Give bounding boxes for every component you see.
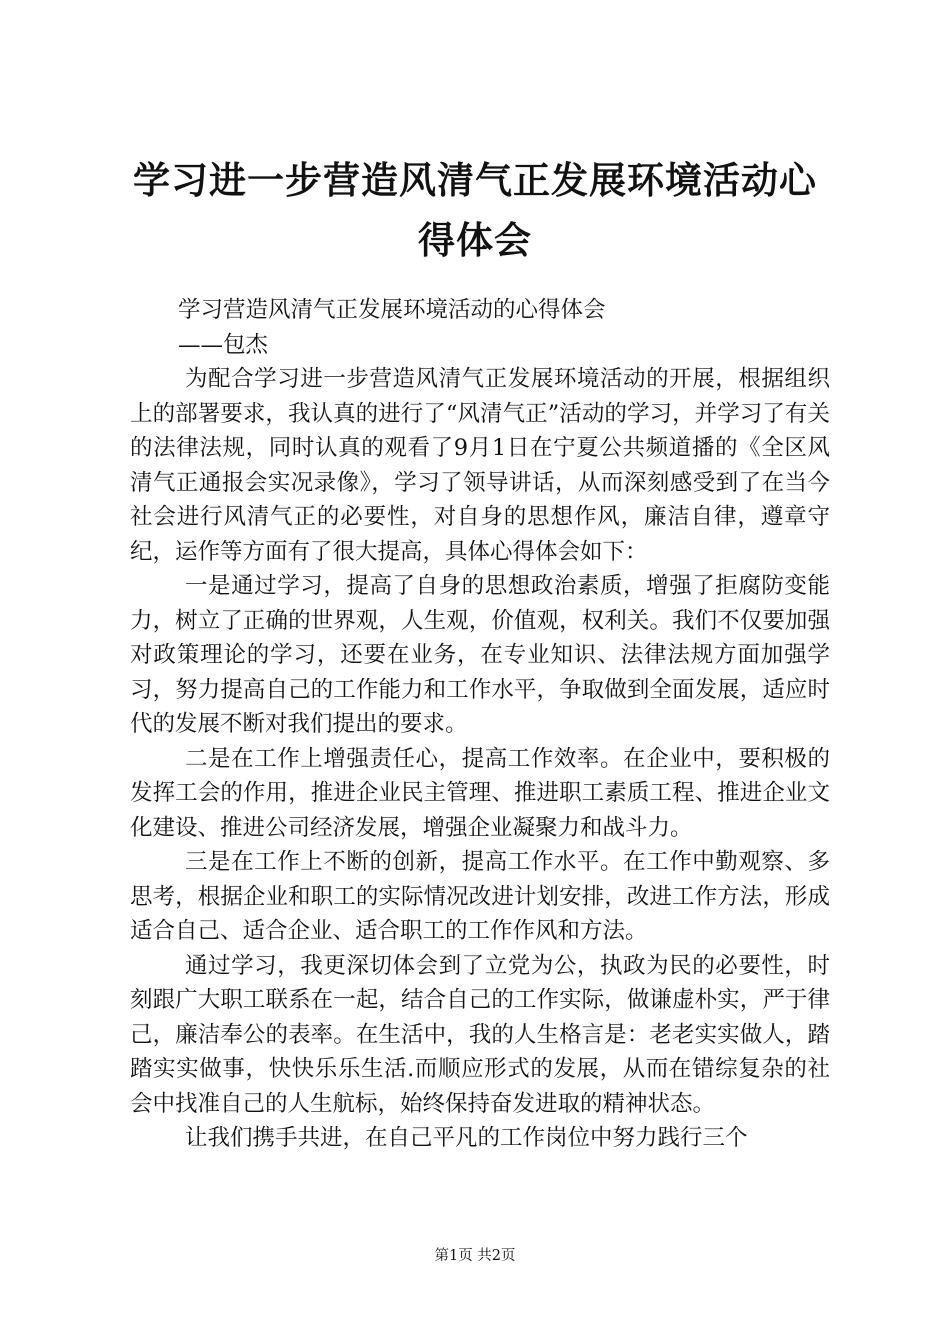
paragraph: 二是在工作上增强责任心，提高工作效率。在企业中，要积极的发挥工会的作用，推进企业民主管理、推进职工素质工程、推进企业文化建设、推进公司经济发展，增强企业凝聚力和战斗力。: [130, 745, 830, 841]
paragraph: 为配合学习进一步营造风清气正发展环境活动的开展，根据组织上的部署要求，我认真的进行了“风清气正”活动的学习，并学习了有关的法律法规，同时认真的观看了9月1日在宁夏公共频道播的《全区风清气正通报会实况录像》，学习了领导讲话，从而深刻感受到了在当今社会进行风清气正的必要性，对自身的思想作风，廉洁自律，遵章守纪，运作等方面有了很大提高，具体心得体会如下：: [130, 366, 830, 565]
document-body: [130, 293, 830, 1156]
paragraph: 让我们携手共进，在自己平凡的工作岗位中努力践行三个: [185, 1125, 748, 1151]
paragraph: 通过学习，我更深切体会到了立党为公，执政为民的必要性，时刻跟广大职工联系在一起，结合自己的工作实际，做谦虚朴实，严于律己，廉洁奉公的表率。在生活中，我的人生格言是：老老实实做人，踏踏实实做事，快快乐乐生活.而顺应形式的发展，从而在错综复杂的社会中找准自己的人生航标，始终保持奋发进取的精神状态。: [130, 952, 830, 1117]
paragraph: 三是在工作上不断的创新，提高工作水平。在工作中勤观察、多思考，根据企业和职工的实际情况改进计划安排，改进工作方法，形成适合自己、适合企业、适合职工的工作作风和方法。: [130, 849, 830, 944]
document-subtitle: 学习营造风清气正发展环境活动的心得体会: [178, 297, 606, 323]
page-number-footer: 第1页 共2页: [434, 1248, 516, 1264]
document-author: ——包杰: [178, 331, 269, 358]
paragraph: 一是通过学习，提高了自身的思想政治素质，增强了拒腐防变能力，树立了正确的世界观，人生观，价值观，权利关。我们不仅要加强对政策理论的学习，还要在业务，在专业知识、法律法规方面加强学习，努力提高自己的工作能力和工作水平，争取做到全面发展，适应时代的发展不断对我们提出的要求。: [130, 573, 830, 737]
document-title: 学习进一步营造风清气正发展环境活动心得体会: [133, 158, 817, 262]
